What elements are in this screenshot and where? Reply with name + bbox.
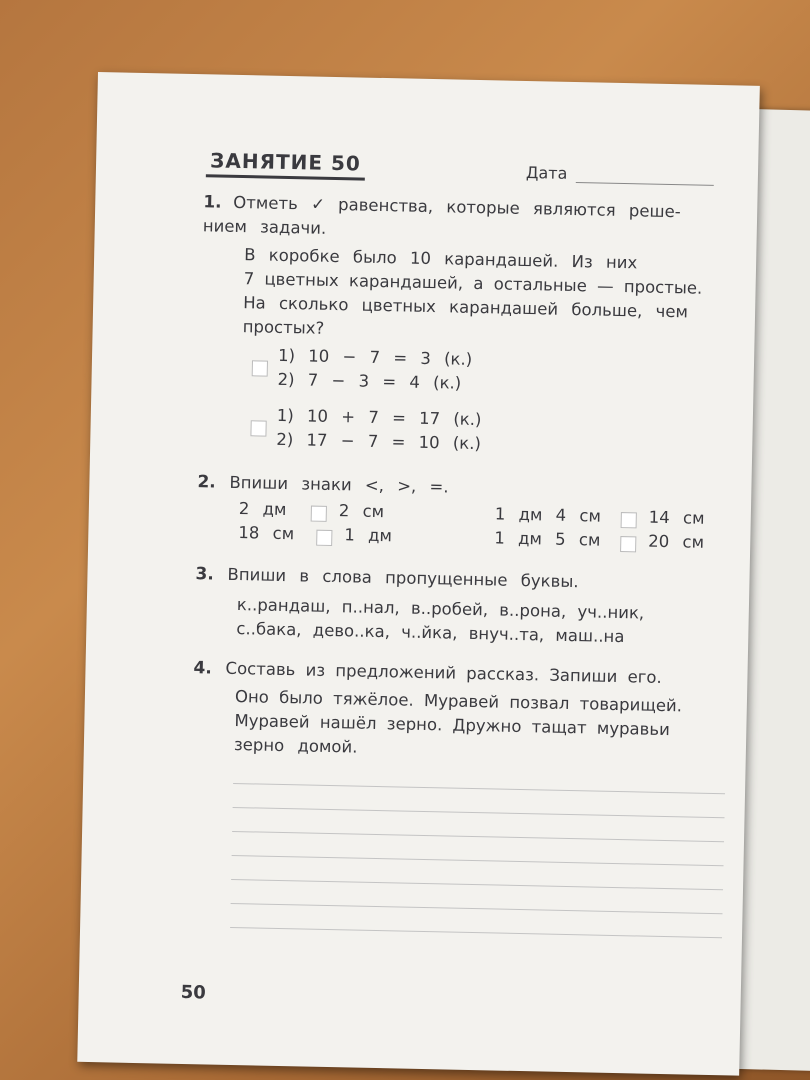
compare-left: 1 дм 4 см [494,504,602,526]
task2-title: Впиши знаки <, >, =. [229,472,449,497]
writing-line[interactable] [233,783,725,794]
option-b-step1: 1) 10 + 7 = 17 (к.) [276,405,482,430]
task1-problem-line: В коробке было 10 карандашей. Из них [244,245,638,273]
compare-left: 1 дм 5 см [494,528,601,550]
task3-words-2: с..бака, дево..ка, ч..йка, внуч..та, маш..на [236,619,625,647]
task1-instruction-1: Отметь ✓ равенства, которые являются реше- [233,192,681,222]
workbook-page [77,72,760,1076]
date-label: Дата [525,162,568,183]
task1-instruction-2: нием задачи. [202,216,327,238]
compare-box[interactable] [621,512,637,528]
page-number: 50 [180,981,207,1004]
task3-words-1: к..рандаш, п..нал, в..робей, в..рона, уч..ник, [236,595,645,623]
task1-number: 1. [203,192,222,213]
writing-line[interactable] [230,927,722,938]
compare-right: 14 см [648,507,705,528]
task4-title: Составь из предложений рассказ. Запиши его. [225,658,662,687]
date-input-line[interactable] [576,182,714,186]
writing-line[interactable] [233,807,725,818]
compare-left: 18 см [238,523,295,544]
task4-sentence-line: зерно домой. [233,734,358,757]
compare-right: 1 дм [344,525,393,546]
option-b-step2: 2) 17 − 7 = 10 (к.) [276,429,482,454]
compare-box[interactable] [311,505,327,521]
task1-problem-line: 7 цветных карандашей, а остальные — простые. [243,269,703,298]
option-a-step1: 1) 10 − 7 = 3 (к.) [277,345,473,369]
task1-problem-line: простых? [242,317,325,338]
writing-line[interactable] [231,879,723,890]
compare-right: 20 см [648,531,705,552]
task4-sentence-line: Оно было тяжёлое. Муравей позвал товарищей. [234,687,683,716]
lesson-title: ЗАНЯТИЕ 50 [206,148,365,180]
writing-line[interactable] [232,855,724,866]
compare-box[interactable] [316,529,332,545]
writing-line[interactable] [232,831,724,842]
compare-box[interactable] [620,536,636,552]
compare-left: 2 дм [238,499,287,520]
compare-right: 2 см [338,501,385,522]
task1-problem-line: На сколько цветных карандашей больше, чем [243,293,689,322]
option-a-step2: 2) 7 − 3 = 4 (к.) [277,369,462,393]
task3-number: 3. [195,564,215,585]
task4-number: 4. [193,658,213,679]
checkbox-option-b[interactable] [250,420,266,436]
task3-title: Впиши в слова пропущенные буквы. [227,564,579,592]
writing-line[interactable] [231,903,723,914]
task4-sentence-line: Муравей нашёл зерно. Дружно тащат муравьи [234,711,671,740]
checkbox-option-a[interactable] [252,360,268,376]
task2-number: 2. [197,472,216,493]
